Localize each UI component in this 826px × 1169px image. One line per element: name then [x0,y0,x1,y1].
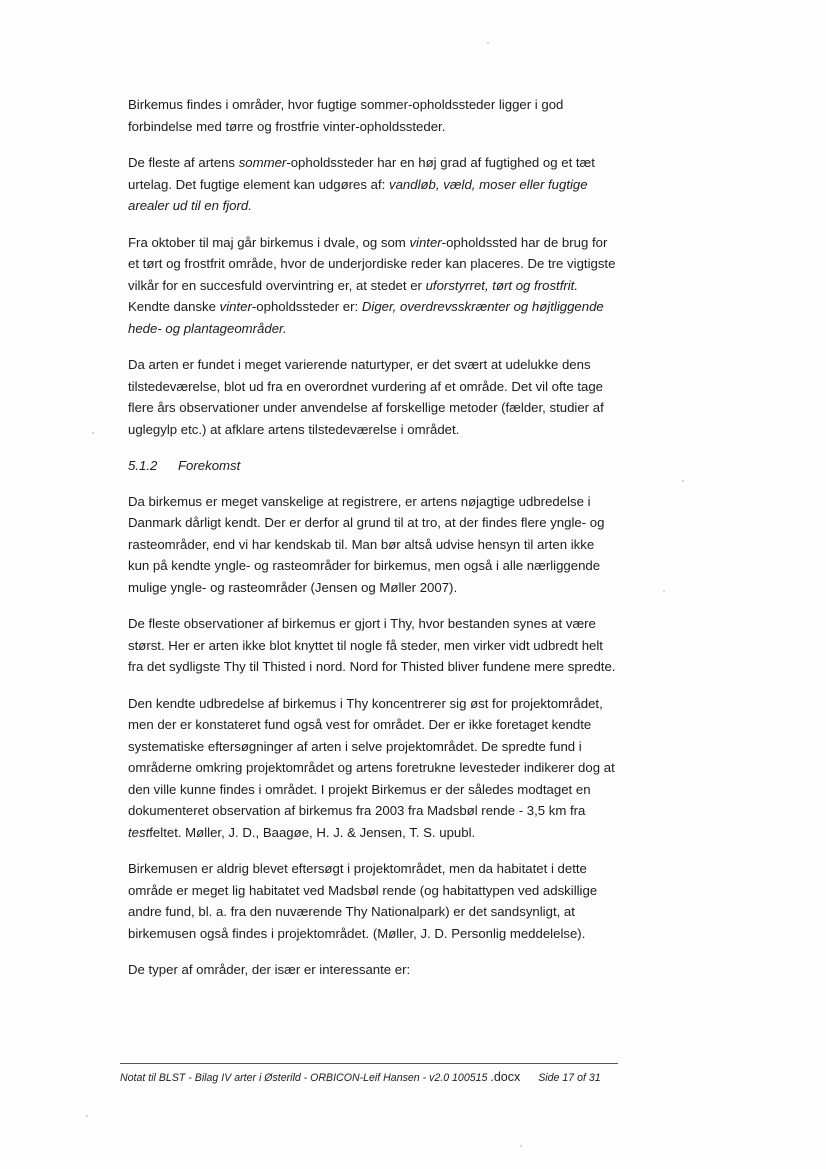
paragraph-9: De typer af områder, der især er interessante er: [128,962,411,977]
paragraph-3: Fra oktober til maj går birkemus i dvale, og som vinter-opholdssted har de brug for et tørt og frostfrit område, hvor de underjordiske reder kan placeres. De tre vigtigste vilkår for en succesfuld overvintring er, at stedet er uforstyrret, tørt og frostfrit. Kendte danske vinter-opholdssteder er: Diger, overdrevsskrænter og højtliggende hede- og plantageområder. [128,234,616,336]
footer-extension: .docx [490,1070,521,1084]
body-text [128,94,618,996]
section-title: Forekomst [178,458,241,473]
paragraph-7: Den kendte udbredelse af birkemus i Thy koncentrerer sig øst for projektområdet, men der er konstateret fund også vest for området. Der er ikke foretaget kendte systematiske eftersøgninger af arten i selve projektområdet. De spredte fund i områderne omkring projektområdet og artens foretrukne levesteder indikerer dog at den ville kunne findes i området. I projekt Birkemus er der således modtaget en dokumenteret observation af birkemus fra 2003 fra Madsbøl rende - 3,5 km fra testfeltet. Møller, J. D., Baagøe, H. J. & Jensen, T. S. upubl. [128,695,615,840]
scan-speck [520,1145,522,1147]
scan-speck [86,1115,88,1117]
footer-text: Notat til BLST - Bilag IV arter i Østerild - ORBICON-Leif Hansen - v2.0 100515 [120,1072,491,1084]
paragraph-8: Birkemusen er aldrig blevet eftersøgt i projektområdet, men da habitatet i dette område er meget lig habitatet ved Madsbøl rende (og habitattypen ved adskillige andre fund, bl. a. fra den nuværende Thy Nationalpark) er det sandsynligt, at birkemusen også findes i projektområdet. (Møller, J. D. Personlig meddelelse). [128,861,598,941]
scan-speck [487,42,489,44]
section-number: 5.1.2 [128,458,158,473]
paragraph-5: Da birkemus er meget vanskelige at registrere, er artens nøjagtige udbredelse i Danmark dårligt kendt. Der er derfor al grund til at tro, at der findes flere yngle- og rasteområder, end vi har kendskab til. Man bør altså udvise hensyn til arten ikke kun på kendte yngle- og rasteområder for birkemus, men også i alle nærliggende mulige yngle- og rasteområder (Jensen og Møller 2007). [128,493,605,595]
paragraph-4: Da arten er fundet i meget varierende naturtyper, er det svært at udelukke dens tilstedeværelse, blot ud fra en overordnet vurdering af et område. Det vil ofte tage flere års observationer under anvendelse af forskellige metoder (fælder, studier af uglegylp etc.) at afklare artens tilstedeværelse i området. [128,357,604,437]
paragraph-2: De fleste af artens sommer-opholdssteder har en høj grad af fugtighed og et tæt urtelag. Det fugtige element kan udgøres af: vandløb, væld, moser eller fugtige arealer ud til en fjord. [128,155,595,213]
section-heading [128,455,618,477]
scan-speck [682,480,684,482]
scan-speck [663,590,665,592]
scan-speck [92,432,94,434]
page-number: Side 17 of 31 [538,1072,601,1084]
paragraph-6: De fleste observationer af birkemus er gjort i Thy, hvor bestanden synes at være størst. Her er arten ikke blot knyttet til nogle få steder, men virker vidt udbredt helt fra det sydligste Thy til Thisted i nord. Nord for Thisted bliver fundene mere spredte. [128,616,616,674]
paragraph-1: Birkemus findes i områder, hvor fugtige sommer-opholdssteder ligger i god forbindelse med tørre og frostfrie vinter-opholdssteder. [128,97,564,134]
page-footer [120,1063,618,1084]
